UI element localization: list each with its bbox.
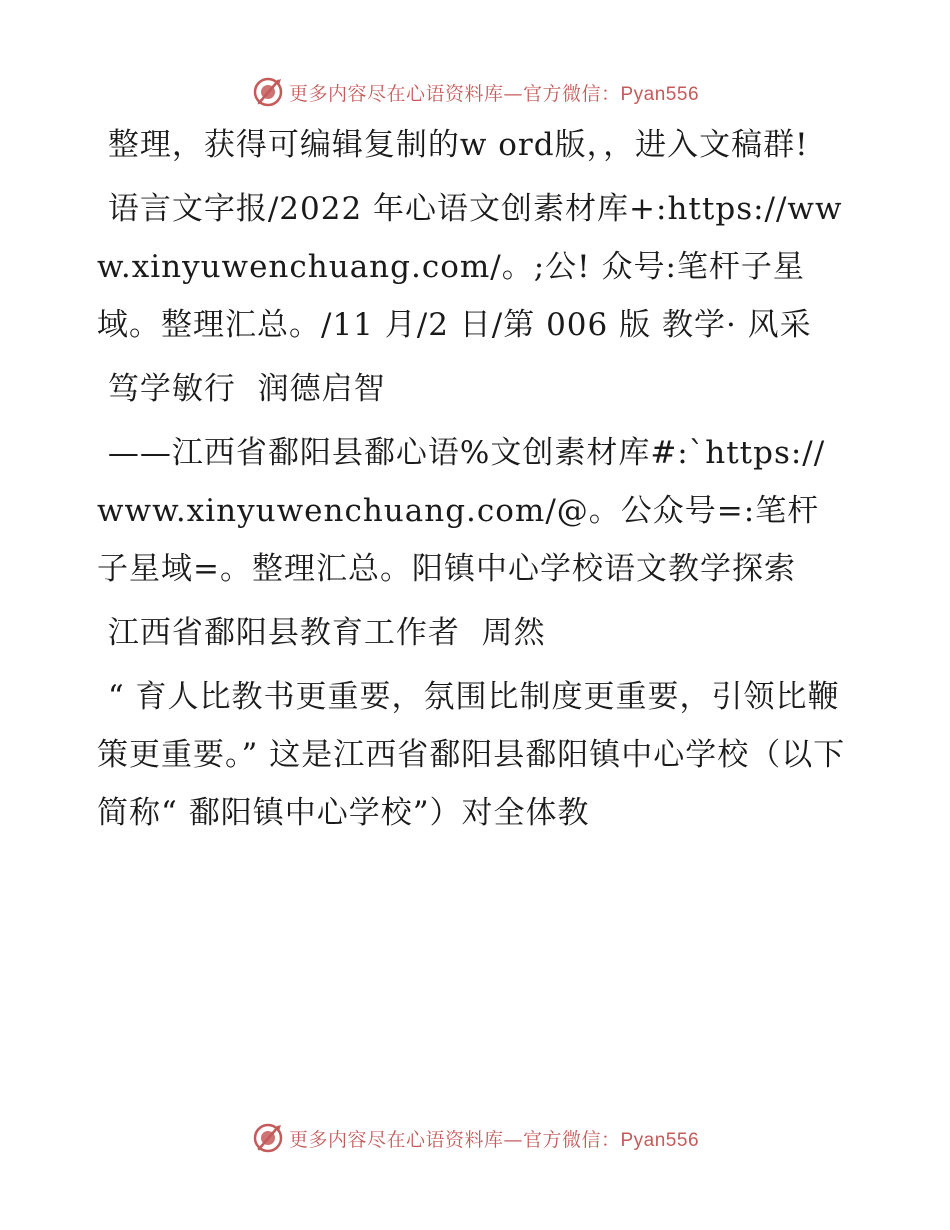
footer-watermark-banner xyxy=(0,1118,950,1158)
paragraph-source: 语言文字报/2022 年心语文创素材库+:https://www.xinyuwenchuang.com/。;公! 众号:笔杆子星域。整理汇总。/11 月/2 日/第 006 版 教学· 风采 xyxy=(97,191,843,343)
article-author: 江西省鄱阳县教育工作者 周然 xyxy=(97,615,546,651)
document-body xyxy=(97,116,847,848)
paragraph-intro: 整理，获得可编辑复制的w ord版，，进入文稿群! xyxy=(97,127,809,163)
quill-seal-icon xyxy=(251,75,285,109)
article-subtitle: ——江西省鄱阳县鄱心语%文创素材库#:`https://www.xinyuwenchuang.com/@。公众号=:笔杆子星域=。整理汇总。阳镇中心学校语文教学探索 xyxy=(97,435,826,587)
watermark-text: 更多内容尽在心语资料库—官方微信：Pyan556 xyxy=(288,82,700,105)
wechat-id: Pyan556 xyxy=(620,1129,700,1151)
quill-seal-icon xyxy=(251,1121,285,1155)
watermark-text: 更多内容尽在心语资料库—官方微信：Pyan556 xyxy=(288,1128,700,1151)
paragraph-body: “ 育人比教书更重要，氛围比制度更重要，引领比鞭策更重要。” 这是江西省鄱阳县鄱阳镇中心学校（以下简称“ 鄱阳镇中心学校”）对全体教 xyxy=(97,679,846,831)
wechat-id: Pyan556 xyxy=(620,83,700,105)
header-watermark-banner xyxy=(0,72,950,112)
article-title: 笃学敏行 润德启智 xyxy=(97,371,386,407)
